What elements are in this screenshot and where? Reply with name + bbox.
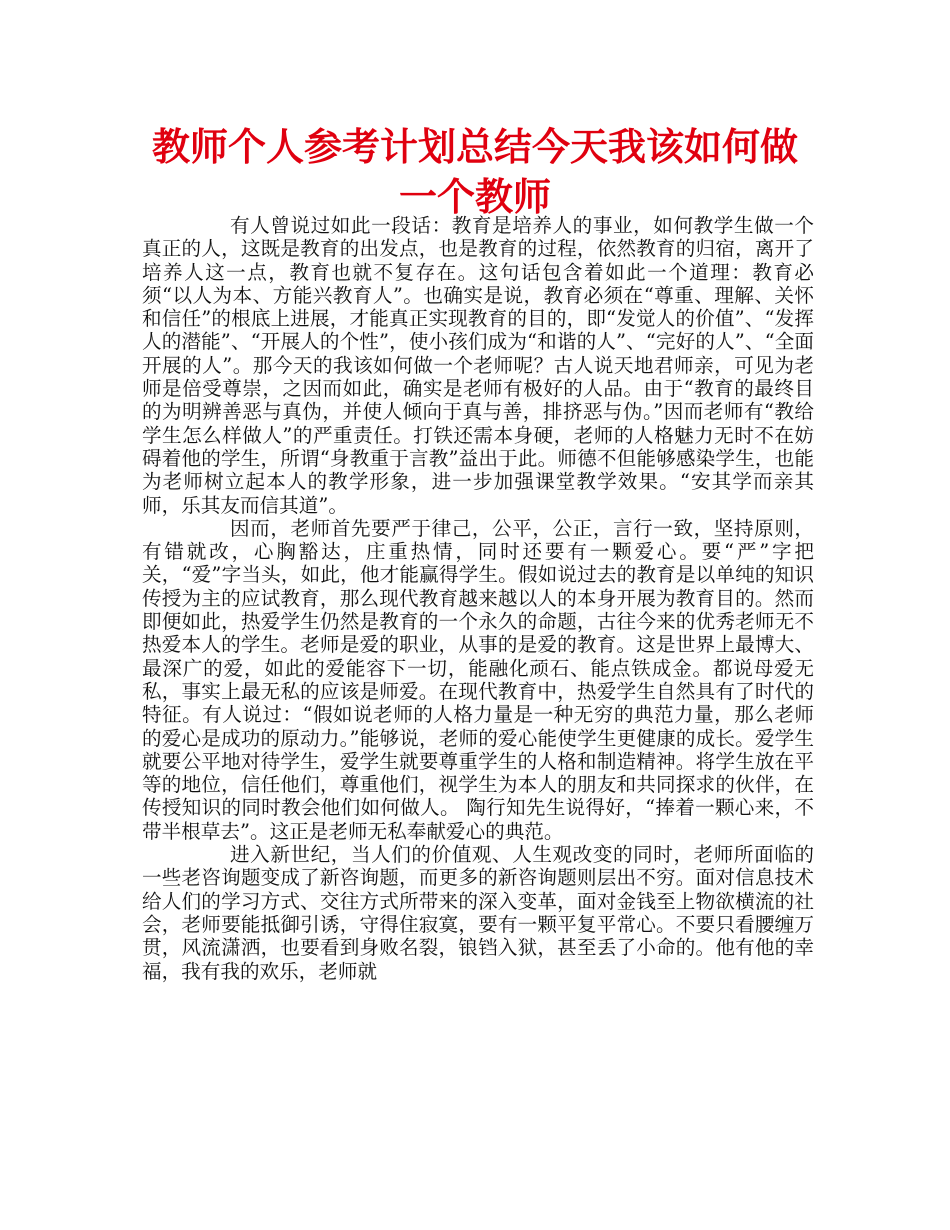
paragraph-1: 有人曾说过如此一段话：教育是培养人的事业，如何教学生做一个真正的人，这既是教育的出发点，也是教育的过程，依然教育的归宿，离开了培养人这一点，教育也就不复存在。这句话包含着如此一个道理：教育必须“以人为本、方能兴教育人”。也确实是说，教育必须在“尊重、理解、关怀和信任”的根底上进展，才能真正实现教育的目的，即“发觉人的价值”、“发挥人的潜能”、“开展人的个性”，使小孩们成为“和谐的人”、“完好的人”、“全面开展的人”。那今天的我该如何做一个老师呢？古人说天地君师亲，可见为老师是倍受尊崇，之因而如此，确实是老师有极好的人品。由于“教育的最终目的为明辨善恶与真伪，并使人倾向于真与善，排挤恶与伪。”因而老师有“教给学生怎么样做人”的严重责任。打铁还需本身硬，老师的人格魅力无时不在妨碍着他的学生，所谓“身教重于言教”益出于此。师德不但能够感染学生，也能为老师树立起本人的教学形象，进一步加强课堂教学效果。“安其学而亲其师，乐其友而信其道”。	[142, 214, 814, 517]
article-body	[142, 214, 814, 983]
page-title: 教师个人参考计划总结今天我该如何做一个教师	[151, 125, 798, 219]
paragraph-2: 因而，老师首先要严于律己，公平，公正，言行一致，坚持原则，有错就改，心胸豁达，庄重热情，同时还要有一颗爱心。要“严”字把关，“爱”字当头，如此，他才能赢得学生。假如说过去的教育是以单纯的知识传授为主的应试教育，那么现代教育越来越以人的本身开展为教育目的。然而即便如此，热爱学生仍然是教育的一个永久的命题，古往今来的优秀老师无不热爱本人的学生。老师是爱的职业，从事的是爱的教育。这是世界上最博大、最深广的爱，如此的爱能容下一切，能融化顽石、能点铁成金。都说母爱无私，事实上最无私的应该是师爱。在现代教育中，热爱学生自然具有了时代的特征。有人说过：“假如说老师的人格力量是一种无穷的典范力量，那么老师的爱心是成功的原动力。”能够说，老师的爱心能使学生更健康的成长。爱学生就要公平地对待学生，爱学生就要尊重学生的人格和制造精神。将学生放在平等的地位，信任他们，尊重他们，视学生为本人的朋友和共同探求的伙伴，在传授知识的同时教会他们如何做人。 陶行知先生说得好，“捧着一颗心来，不带半根草去”。这正是老师无私奉献爱心的典范。	[142, 516, 814, 843]
paragraph-3: 进入新世纪，当人们的价值观、人生观改变的同时，老师所面临的一些老咨询题变成了新咨询题，而更多的新咨询题则层出不穷。面对信息技术给人们的学习方式、交往方式所带来的深入变革，面对金钱至上物欲横流的社会，老师要能抵御引诱，守得住寂寞，要有一颗平复平常心。不要只看腰缠万贯，风流潇洒，也要看到身败名裂，锒铛入狱，甚至丢了小命的。他有他的幸福，我有我的欢乐，老师就	[142, 843, 814, 983]
